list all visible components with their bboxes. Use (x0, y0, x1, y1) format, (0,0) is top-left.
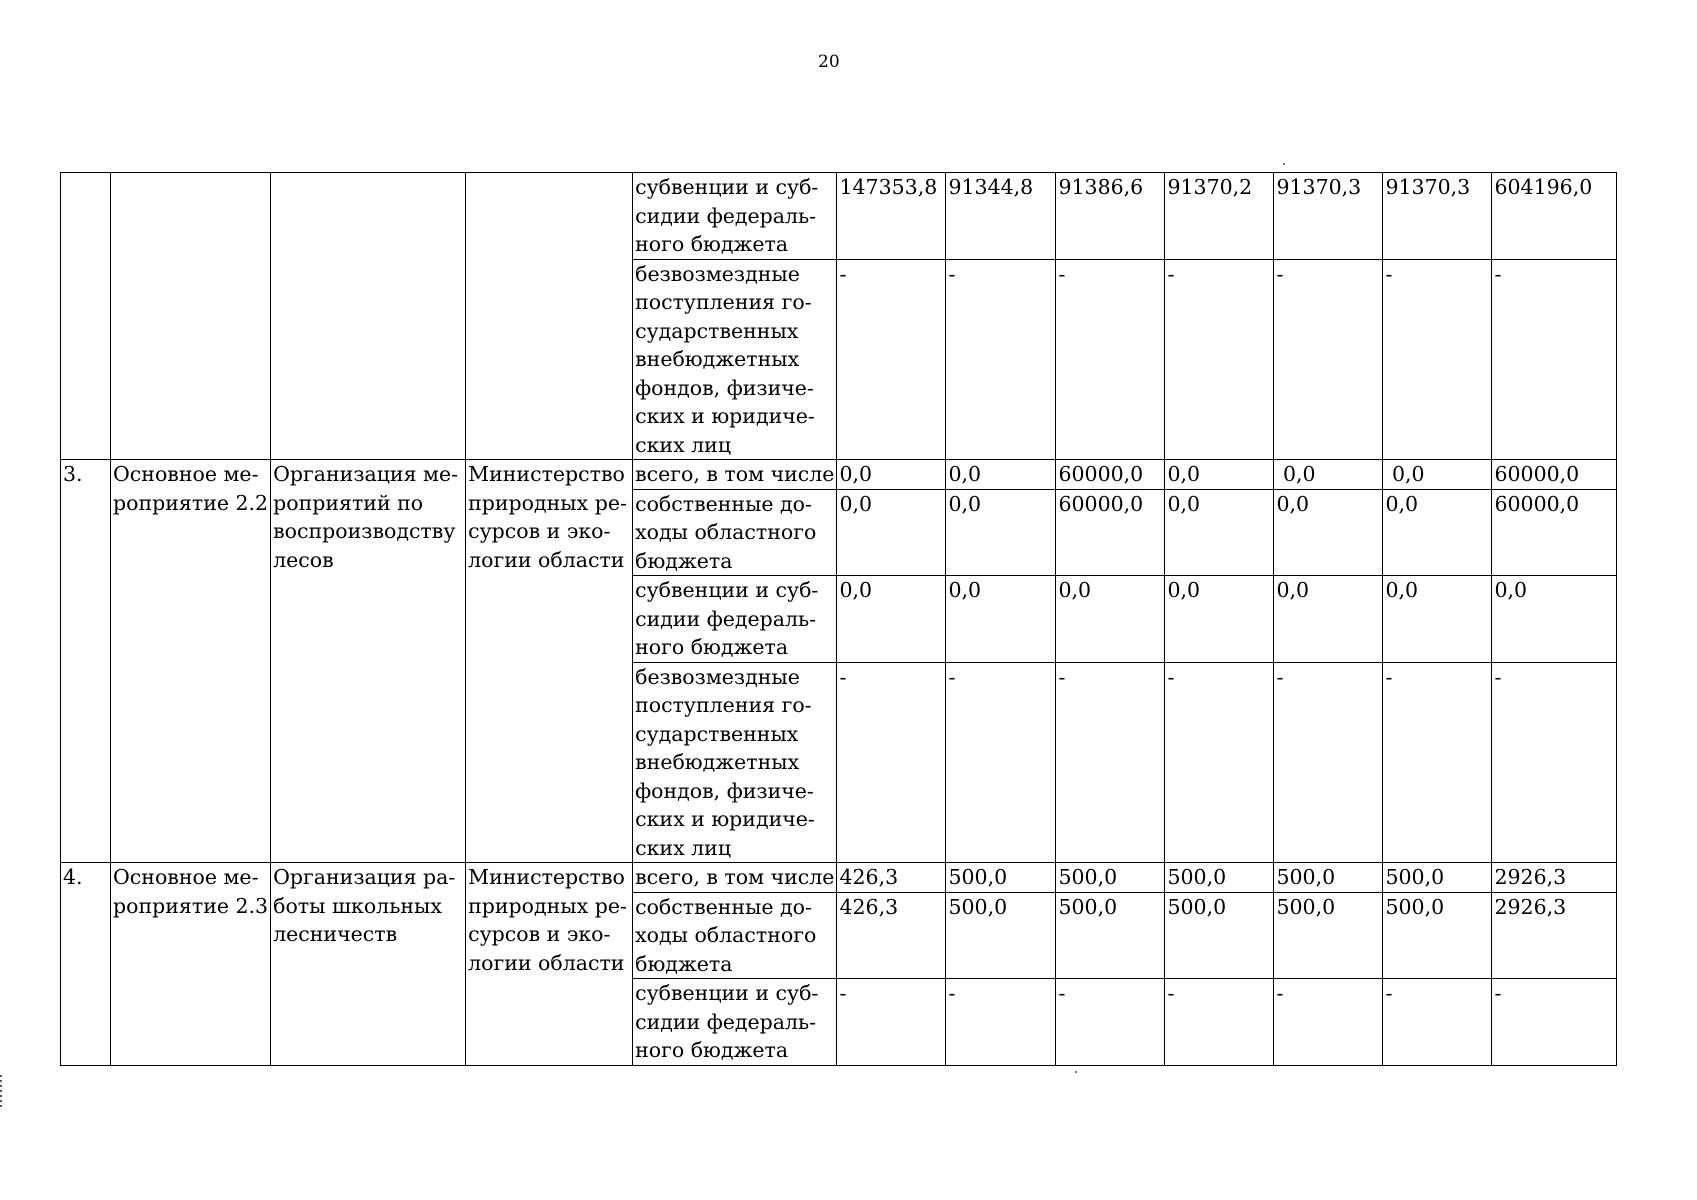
value-cell (1383, 576, 1492, 663)
item-title-cell-text: Организация ра- боты школьных лесничеств (273, 865, 456, 946)
item-title-cell (271, 863, 466, 1066)
value-cell-text: - (1276, 664, 1284, 689)
value-cell (1056, 259, 1165, 460)
value-cell (1274, 662, 1383, 863)
value-cell-text: - (839, 664, 847, 689)
value-cell (1056, 489, 1165, 576)
value-cell (1492, 662, 1617, 863)
value-cell (1383, 662, 1492, 863)
value-cell-text: 500,0 (1167, 865, 1227, 889)
value-cell (1056, 979, 1165, 1066)
value-cell-text: 91370,3 (1276, 175, 1362, 199)
funding-source-cell (633, 979, 837, 1066)
value-cell-text: 500,0 (1058, 894, 1118, 919)
value-cell (1165, 979, 1274, 1066)
value-cell (1274, 173, 1383, 260)
value-cell (837, 892, 946, 979)
scan-dot (1283, 163, 1285, 165)
value-cell (1056, 892, 1165, 979)
item-title-cell (271, 460, 466, 863)
value-cell-text: 0,0 (948, 491, 982, 516)
funding-source-cell (633, 173, 837, 260)
page-number: 20 (818, 52, 840, 72)
value-cell-text: - (1167, 664, 1175, 689)
value-cell-text: 500,0 (1385, 894, 1445, 919)
value-cell (1165, 662, 1274, 863)
value-cell (837, 576, 946, 663)
funding-source-cell (633, 863, 837, 893)
value-cell (1492, 892, 1617, 979)
value-cell (1165, 173, 1274, 260)
funding-source-cell-text: всего, в том числе (635, 462, 835, 486)
value-cell-text: 91344,8 (948, 175, 1034, 199)
title-cell (271, 173, 466, 460)
value-cell-text: - (839, 261, 847, 286)
value-cell-text: 0,0 (1494, 578, 1528, 602)
value-cell-text: 0,0 (1276, 491, 1310, 516)
value-cell (1056, 662, 1165, 863)
value-cell (1056, 863, 1165, 893)
value-cell-text: 604196,0 (1494, 175, 1593, 199)
value-cell-text: 60000,0 (1058, 491, 1144, 516)
value-cell-text: 0,0 (948, 462, 982, 486)
value-cell-text: 426,3 (839, 894, 899, 919)
value-cell-text: 2926,3 (1494, 894, 1567, 919)
table-row (61, 863, 1617, 893)
value-cell-text: - (839, 981, 847, 1005)
value-cell-text: - (948, 261, 956, 286)
value-cell-text: 60000,0 (1494, 491, 1580, 516)
value-cell-text: 426,3 (839, 865, 899, 889)
value-cell (946, 460, 1056, 490)
value-cell (1383, 863, 1492, 893)
value-cell (837, 662, 946, 863)
value-cell (1383, 489, 1492, 576)
value-cell (1383, 979, 1492, 1066)
value-cell (837, 173, 946, 260)
value-cell (837, 979, 946, 1066)
funding-source-cell-text: собственные до- ходы областного бюджета (635, 491, 817, 573)
scan-mark (0, 1075, 2, 1107)
funding-source-cell-text: собственные до- ходы областного бюджета (635, 894, 817, 976)
value-cell-text: 500,0 (948, 865, 1008, 889)
value-cell-text: 0,0 (1167, 578, 1201, 602)
value-cell (946, 979, 1056, 1066)
funding-source-cell-text: субвенции и суб- сидии федераль- ного бюджета (635, 175, 819, 256)
value-cell-text: - (1058, 261, 1066, 286)
funding-source-cell (633, 662, 837, 863)
value-cell-text: 0,0 (948, 578, 982, 602)
value-cell-text: 2926,3 (1494, 865, 1567, 889)
funding-source-cell-text: субвенции и суб- сидии федераль- ного бюджета (635, 578, 819, 659)
value-cell-text: - (948, 664, 956, 689)
value-cell (1383, 173, 1492, 260)
value-cell (1056, 460, 1165, 490)
executor-cell (466, 863, 633, 1066)
funding-source-cell (633, 489, 837, 576)
num-cell (61, 173, 111, 460)
value-cell (1165, 863, 1274, 893)
funding-source-cell (633, 892, 837, 979)
value-cell (1274, 576, 1383, 663)
executor-cell (466, 460, 633, 863)
value-cell-text: - (1058, 981, 1066, 1005)
value-cell-text: 0,0 (1385, 491, 1419, 516)
value-cell-text: 0,0 (839, 578, 873, 602)
value-cell (1274, 979, 1383, 1066)
item-number-cell (61, 460, 111, 863)
item-title-cell-text: Организация ме- роприятий по воспроизводству лесов (273, 462, 459, 572)
budget-table (60, 172, 1617, 1066)
funding-source-cell-text: субвенции и суб- сидии федераль- ного бюджета (635, 981, 819, 1062)
value-cell-text: 500,0 (1385, 865, 1445, 889)
value-cell-text: - (1276, 981, 1284, 1005)
executor-cell (466, 173, 633, 460)
value-cell-text: 500,0 (948, 894, 1008, 919)
value-cell (1165, 576, 1274, 663)
value-cell-text: 0,0 (1385, 462, 1425, 486)
value-cell (837, 863, 946, 893)
value-cell (1274, 489, 1383, 576)
funding-source-cell-text: всего, в том числе (635, 865, 835, 889)
item-name-cell (111, 863, 271, 1066)
value-cell-text: 60000,0 (1494, 462, 1580, 486)
value-cell-text: - (1276, 261, 1284, 286)
value-cell (1056, 576, 1165, 663)
value-cell (946, 259, 1056, 460)
value-cell-text: - (948, 981, 956, 1005)
value-cell-text: - (1385, 664, 1393, 689)
value-cell-text: 0,0 (1167, 462, 1201, 486)
value-cell-text: 91386,6 (1058, 175, 1144, 199)
funding-source-cell-text: безвозмездные поступления го- сударственных внебюджетных фондов, физиче- ских и юридиче- ских лиц (635, 664, 815, 860)
value-cell (1165, 892, 1274, 979)
value-cell (1492, 259, 1617, 460)
value-cell-text: 147353,8 (839, 175, 938, 199)
value-cell-text: 0,0 (1167, 491, 1201, 516)
value-cell-text: - (1058, 664, 1066, 689)
value-cell-text: 500,0 (1276, 865, 1336, 889)
funding-source-cell-text: безвозмездные поступления го- сударственных внебюджетных фондов, физиче- ских и юридиче- ских лиц (635, 261, 815, 457)
value-cell (946, 173, 1056, 260)
value-cell-text: 0,0 (1276, 462, 1316, 486)
value-cell (837, 489, 946, 576)
item-number-cell-text: 4. (63, 865, 83, 889)
value-cell (1492, 460, 1617, 490)
value-cell-text: 0,0 (1058, 578, 1092, 602)
value-cell (1274, 892, 1383, 979)
executor-cell-text: Министерство природных ре- сурсов и эко- логии области (468, 865, 627, 975)
value-cell (1492, 863, 1617, 893)
value-cell (837, 460, 946, 490)
executor-cell-text: Министерство природных ре- сурсов и эко- логии области (468, 462, 627, 572)
value-cell (1383, 892, 1492, 979)
value-cell (1492, 576, 1617, 663)
item-name-cell-text: Основное ме- роприятие 2.2 (113, 462, 269, 515)
value-cell-text: 0,0 (1385, 578, 1419, 602)
value-cell (1274, 863, 1383, 893)
value-cell (1492, 979, 1617, 1066)
table-row (61, 173, 1617, 260)
value-cell-text: 60000,0 (1058, 462, 1144, 486)
value-cell (946, 662, 1056, 863)
value-cell-text: - (1494, 664, 1502, 689)
table-row (61, 460, 1617, 490)
value-cell (1274, 460, 1383, 490)
value-cell (1492, 173, 1617, 260)
value-cell-text: - (1494, 261, 1502, 286)
value-cell (1165, 259, 1274, 460)
value-cell (946, 892, 1056, 979)
value-cell-text: - (1385, 981, 1393, 1005)
value-cell-text: - (1167, 981, 1175, 1005)
value-cell-text: 0,0 (1276, 578, 1310, 602)
value-cell (837, 259, 946, 460)
value-cell (1056, 173, 1165, 260)
value-cell-text: - (1385, 261, 1393, 286)
scan-dot (1075, 1071, 1077, 1073)
value-cell-text: 91370,3 (1385, 175, 1471, 199)
value-cell (1383, 259, 1492, 460)
value-cell (1492, 489, 1617, 576)
item-name-cell (111, 460, 271, 863)
value-cell-text: 500,0 (1058, 865, 1118, 889)
value-cell-text: - (1167, 261, 1175, 286)
value-cell (1274, 259, 1383, 460)
funding-source-cell (633, 259, 837, 460)
name-cell (111, 173, 271, 460)
value-cell (946, 576, 1056, 663)
value-cell (1165, 460, 1274, 490)
value-cell-text: - (1494, 981, 1502, 1005)
value-cell (1165, 489, 1274, 576)
value-cell-text: 91370,2 (1167, 175, 1253, 199)
value-cell (946, 489, 1056, 576)
value-cell-text: 0,0 (839, 491, 873, 516)
value-cell (1383, 460, 1492, 490)
value-cell-text: 500,0 (1167, 894, 1227, 919)
funding-source-cell (633, 576, 837, 663)
value-cell (946, 863, 1056, 893)
item-number-cell (61, 863, 111, 1066)
funding-source-cell (633, 460, 837, 490)
value-cell-text: 500,0 (1276, 894, 1336, 919)
value-cell-text: 0,0 (839, 462, 873, 486)
item-name-cell-text: Основное ме- роприятие 2.3 (113, 865, 269, 918)
item-number-cell-text: 3. (63, 462, 83, 486)
